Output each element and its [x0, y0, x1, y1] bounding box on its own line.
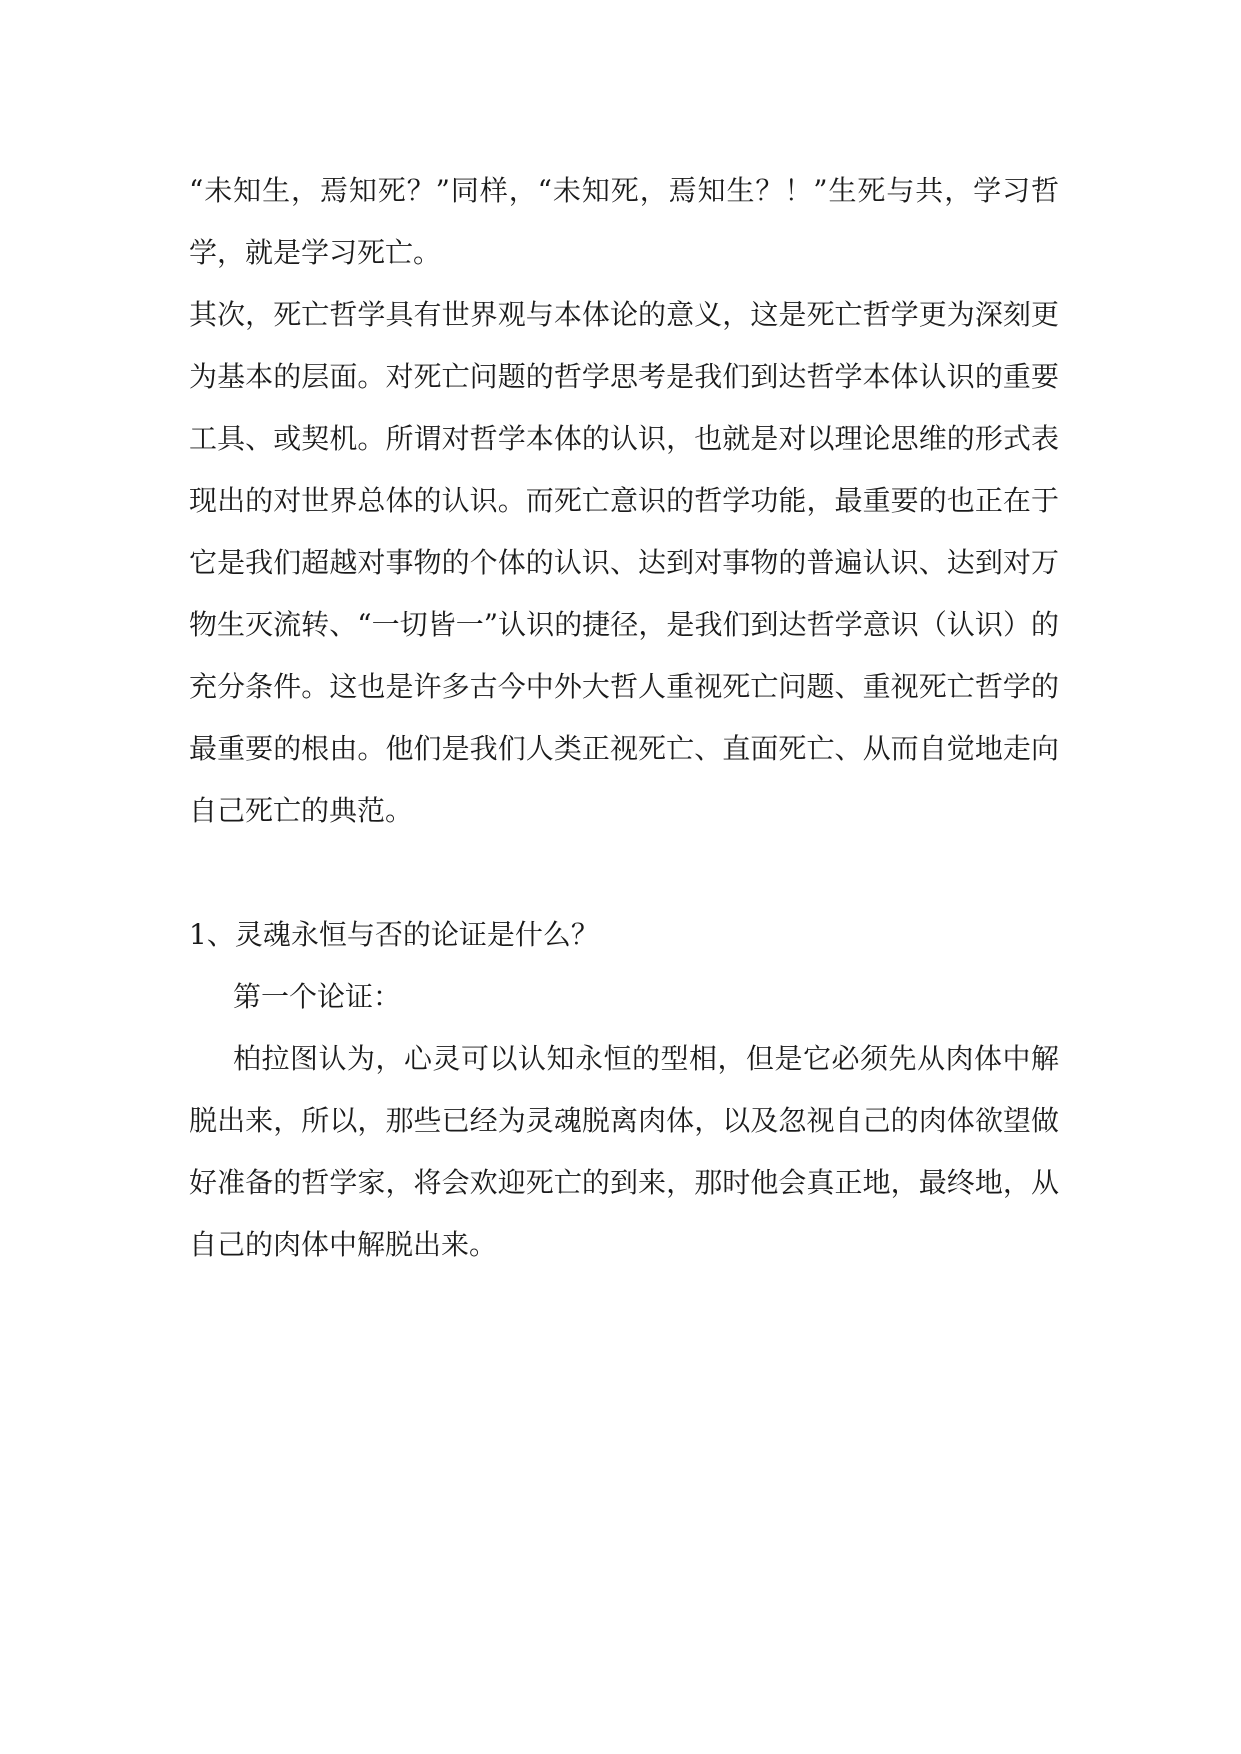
document-body: [189, 160, 1059, 1276]
argument-label: 第一个论证：: [233, 980, 402, 1013]
paragraph-ontology: 其次，死亡哲学具有世界观与本体论的意义，这是死亡哲学更为深刻更为基本的层面。对死亡问题的哲学思考是我们到达哲学本体认识的重要工具、或契机。所谓对哲学本体的认识，也就是对以理论思维的形式表现出的对世界总体的认识。而死亡意识的哲学功能，最重要的也正在于它是我们超越对事物的个体的认识、达到对事物的普遍认识、达到对万物生灭流转、“一切皆一”认识的捷径，是我们到达哲学意识（认识）的充分条件。这也是许多古今中外大哲人重视死亡问题、重视死亡哲学的最重要的根由。他们是我们人类正视死亡、直面死亡、从而自觉地走向自己死亡的典范。: [189, 298, 1059, 827]
paragraph-gap: [189, 842, 1059, 904]
paragraph-life-death: “未知生，焉知死？”同样，“未知死，焉知生？！”生死与共，学习哲学，就是学习死亡。: [189, 174, 1059, 269]
argument-text: 柏拉图认为，心灵可以认知永恒的型相，但是它必须先从肉体中解脱出来，所以，那些已经为灵魂脱离肉体，以及忽视自己的肉体欲望做好准备的哲学家，将会欢迎死亡的到来，那时他会真正地，最终地，从自己的肉体中解脱出来。: [189, 1042, 1059, 1261]
question-heading: 1、灵魂永恒与否的论证是什么？: [189, 918, 599, 951]
